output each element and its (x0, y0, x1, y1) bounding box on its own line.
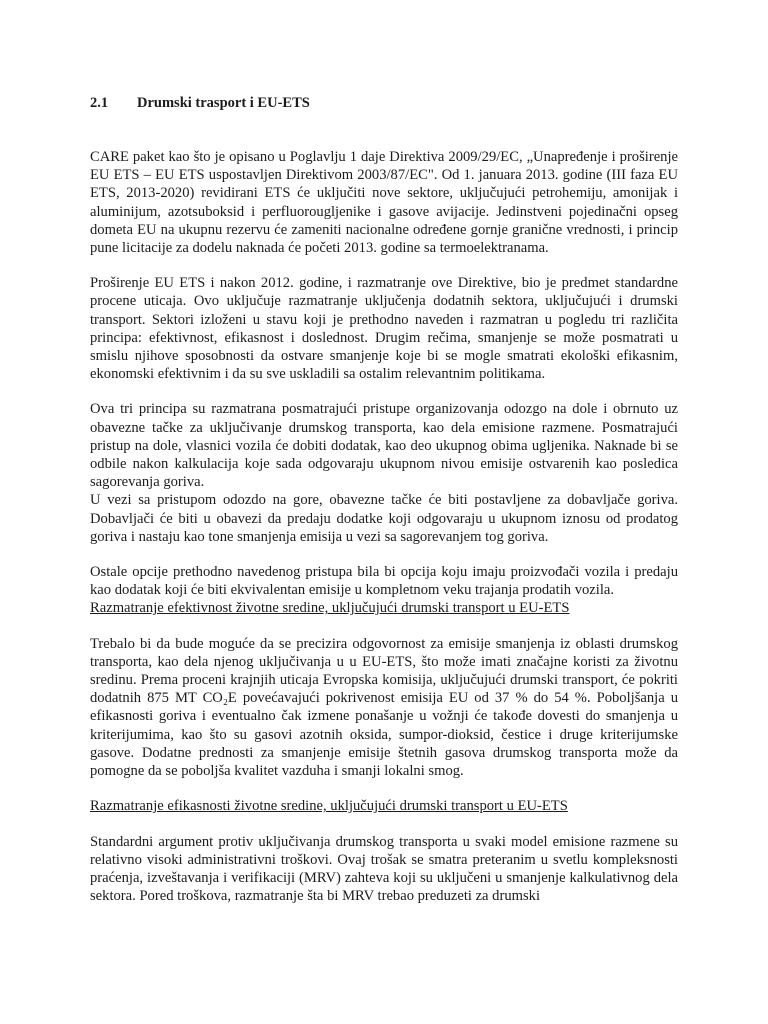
paragraph: U vezi sa pristupom odozdo na gore, obavezne tačke će biti postavljene za dobavljače goriva. Dobavljači će biti u obavezi da predaju dodatke koji odgovaraju u ukupnom iznosu od prodatog goriva i nastaju kao tone smanjenja emisija u vezi sa sagorevanjem tog goriva. (90, 492, 678, 545)
paragraph: Trebalo bi da bude moguće da se precizira odgovornost za emisije smanjenja iz oblasti drumskog transporta, kao dela njenog uključivanja u u EU-ETS, što može imati značajne koristi za životnu sredinu. Prema proceni krajnjih uticaja Evropska komisija, uključujući drumski transport, će pokriti dodatnih 875 MT CO₂E povećavajući pokrivenost emisija EU od 37 % do 54 %. Poboljšanja u efikasnosti goriva i eventualno čak izmene ponašanje u vožnji će takođe dovesti do smanjenja u kriterijumima, kao što su gasovi azotnih oksida, sumpor-dioksid, čestice i druge kriterijumske gasove. Dodatne prednosti za smanjenje emisije štetnih gasova drumskog transporta može da pomogne da se poboljša kvalitet vazduha i smanji lokalni smog. (90, 635, 678, 780)
paragraph: Ostale opcije prethodno navedenog pristupa bila bi opcija koju imaju proizvođači vozila i predaju kao dodatak koji će biti ekvivalentan emisije u kompletnom veku trajanja prodatih vozila. (90, 564, 678, 599)
document-body (90, 148, 678, 905)
section-title: Drumski trasport i EU-ETS (137, 95, 310, 111)
paragraph: Standardni argument protiv uključivanja drumskog transporta u svaki model emisione razmene su relativno visoki administrativni troškovi. Ovaj trošak se smatra preteranim u svetlu kompleksnosti praćenja, izveštavanja i verifikaciji (MRV) zahteva koji su uključeni u smanjenje kalkulativnog dela sektora. Pored troškova, razmatranje šta bi MRV trebao preduzeti za drumski (90, 833, 678, 905)
section-heading (90, 94, 310, 112)
paragraph: Proširenje EU ETS i nakon 2012. godine, i razmatranje ove Direktive, bio je predmet standardne procene uticaja. Ovo uključuje razmatranje uključenja dodatnih sektora, uključujući i drumski transport. Sektori izloženi u stavu koji je prethodno naveden i razmatran u pogledu tri različita principa: efektivnost, efikasnost i doslednost. Drugim rečima, smanjenje se može posmatrati u smislu njihove sposobnosti da ostvare smanjenje koje bi se mogle smatrati ekološki efikasnim, ekonomski efektivnim i da su sve uskladili sa ostalim relevantnim politikama. (90, 275, 678, 383)
paragraph: Ova tri principa su razmatrana posmatrajući pristupe organizovanja odozgo na dole i obrnuto uz obavezne tačke za uključivanje drumskog transporta, kao dela emisione razmene. Posmatrajući pristup na dole, vlasnici vozila će dobiti dodatak, kao deo ukupnog obima ugljenika. Naknade bi se odbile nakon kalkulacija koje sada odgovaraju ukupnom nivou emisije ostvarenih kao posledica sagorevanja goriva. (90, 401, 678, 491)
section-number: 2.1 (90, 95, 109, 111)
paragraph: CARE paket kao što je opisano u Poglavlju 1 daje Direktiva 2009/29/EC, „Unapređenje i proširenje EU ETS – EU ETS uspostavljen Direktivom 2003/87/EC". Od 1. januara 2013. godine (III faza EU ETS, 2013-2020) revidirani ETS će uključiti nove sektore, uključujući petrohemiju, amonijak i aluminijum, azotsuboksid i perfluorougljenike i gasove avijacije. Jedinstveni pojedinačni opseg dometa EU na ukupnu rezervu će zameniti nacionalne određene gornje granične vrednosti, i princip pune licitacije za dodelu naknada će početi 2013. godine sa termoelektranama. (90, 149, 678, 257)
subsection-heading: Razmatranje efikasnosti životne sredine, uključujući drumski transport u EU-ETS (90, 798, 568, 815)
subsection-heading: Razmatranje efektivnost životne sredine, uključujući drumski transport u EU-ETS (90, 600, 570, 617)
